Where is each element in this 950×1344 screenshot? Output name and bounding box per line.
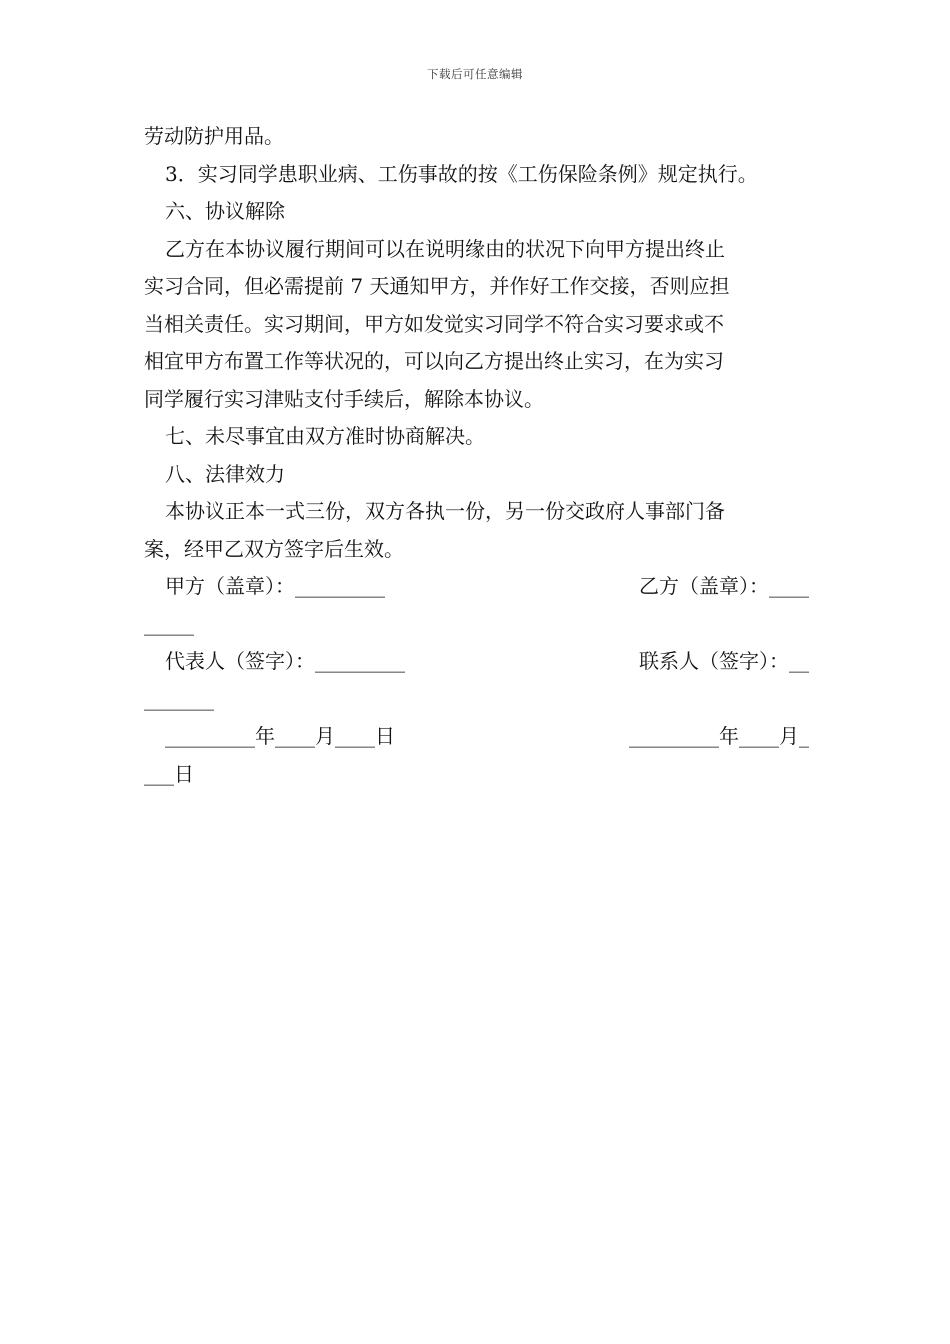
representative-signature: 代表人（签字）：_________ xyxy=(165,649,405,673)
party-a-date: _________年____月____日 xyxy=(165,724,395,748)
paragraph-line: 实习合同，但必需提前 7 天通知甲方，并作好工作交接，否则应担 xyxy=(144,274,730,298)
date-line-continuation: ___日 xyxy=(144,761,194,786)
party-b-seal: 乙方（盖章）：____ xyxy=(639,574,809,598)
page-header: 下载后可任意编辑 xyxy=(427,67,523,81)
paragraph-line: 同学履行实习津贴支付手续后，解除本协议。 xyxy=(144,386,544,411)
paragraph-line: 本协议正本一式三份，双方各执一份，另一份交政府人事部门备 xyxy=(165,499,725,523)
contact-signature: 联系人（签字）：__ xyxy=(639,649,809,673)
section-heading-unresolved-matters: 七、未尽事宜由双方准时协商解决。 xyxy=(165,424,485,448)
paragraph-line: 乙方在本协议履行期间可以在说明缘由的状况下向甲方提出终止 xyxy=(165,236,725,261)
party-b-date: _________年____月_ xyxy=(629,724,809,748)
paragraph-line: 当相关责任。实习期间，甲方如发觉实习同学不符合实习要求或不 xyxy=(144,311,724,336)
section-heading-termination: 六、协议解除 xyxy=(165,199,285,223)
document-body xyxy=(144,118,814,793)
signature-row-representative xyxy=(144,643,809,681)
paragraph-line: 案，经甲乙双方签字后生效。 xyxy=(144,536,404,561)
signature-line-continuation: _____ xyxy=(144,611,194,636)
paragraph-line: 相宜甲方布置工作等状况的，可以向乙方提出终止实习，在为实习 xyxy=(144,349,724,373)
signature-row-date xyxy=(144,718,809,756)
clause-3: 3．实习同学患职业病、工伤事故的按《工伤保险条例》规定执行。 xyxy=(165,161,758,186)
section-heading-legal-effect: 八、法律效力 xyxy=(165,461,285,486)
signature-line-continuation: _______ xyxy=(144,686,214,711)
signature-row-party xyxy=(144,568,809,606)
paragraph-line: 劳动防护用品。 xyxy=(144,124,284,148)
party-a-seal: 甲方（盖章）：_________ xyxy=(165,574,385,598)
